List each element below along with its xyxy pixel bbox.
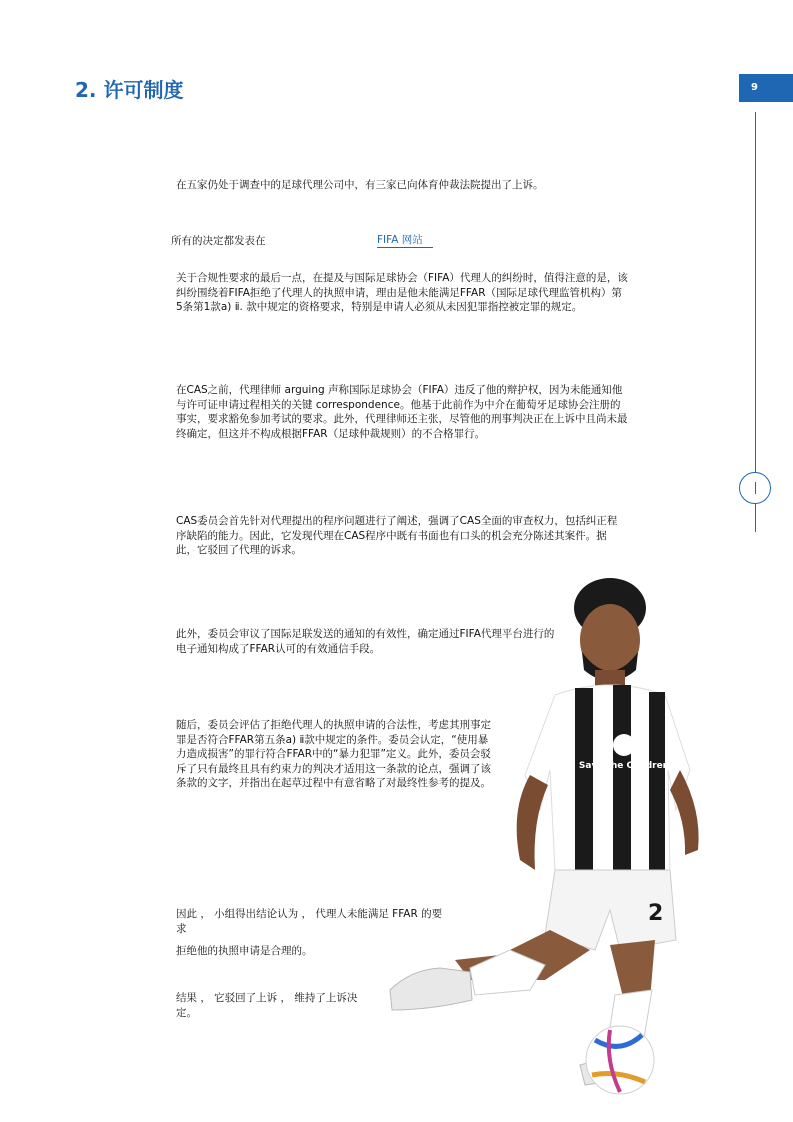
paragraph-justified: 拒绝他的执照申请是合理的。 [176, 945, 313, 957]
paragraph-published-prefix: 所有的决定都发表在 [171, 235, 266, 247]
paragraph-notification: 此外，委员会审议了国际足联发送的通知的有效性，确定通过FIFA代理平台进行的电子通知构成了FFAR认可的有效通信手段。 [176, 628, 555, 655]
paragraph-result: 结果 ， 它驳回了上诉 ， 维持了上诉决定。 [176, 992, 358, 1019]
page-title: 2. 许可制度 [75, 78, 184, 102]
sponsor-text: Save the Children [578, 761, 670, 771]
paragraph-compliance: 关于合规性要求的最后一点，在提及与国际足球协会（FIFA）代理人的纠纷时，值得注意的是，该纠纷围绕着FIFA拒绝了代理人的执照申请，理由是他未能满足FFAR（国际足球代理监管机构）第5条第1款a) ⅱ. 款中规定的资格要求，特别是申请人必须从未因犯罪指控被定罪的规定。 [176, 272, 628, 313]
paragraph-appeals: 在五家仍处于调查中的足球代理公司中，有三家已向体育仲裁法院提出了上诉。 [176, 179, 544, 191]
paragraph-cas-arguments: 在CAS之前，代理律师 arguing 声称国际足球协会（FIFA）违反了他的辩护权，因为未能通知他与许可证申请过程相关的关键 correspondence。他基于此前作为中介在葡萄牙足球协会注册的事实，要求豁免参加考试的要求。此外，代理律师还主张，尽管他的刑事判决正在上诉中且尚未最终确定，但这并不构成根据FFAR（足球仲裁规则）的不合格罪行。 [176, 384, 628, 440]
side-rail-marker-icon [739, 472, 771, 504]
paragraph-procedural: CAS委员会首先针对代理提出的程序问题进行了阐述，强调了CAS全面的审查权力，包括纠正程序缺陷的能力。因此，它发现代理在CAS程序中既有书面也有口头的机会充分陈述其案件。据此，它驳回了代理的诉求。 [176, 515, 618, 556]
shirt-number: 2 [648, 901, 664, 926]
paragraph-conclusion: 因此 ， 小组得出结论认为 ， 代理人未能满足 FFAR 的要求 [176, 908, 443, 935]
fifa-website-link[interactable]: FIFA 网站 [377, 234, 433, 248]
football-player-photo [380, 570, 720, 1100]
paragraph-licence-refusal: 随后，委员会评估了拒绝代理人的执照申请的合法性，考虑其刑事定罪是否符合FFAR第五条a) ⅱ款中规定的条件。委员会认定，“使用暴力造成损害”的罪行符合FFAR中的“暴力犯罪”定义。此外，委员会驳斥了只有最终且具有约束力的判决才适用这一条款的论点，强调了该条款的文字，并指出在起草过程中有意省略了对最终性参考的提及。 [176, 719, 491, 789]
side-rail-line [755, 112, 756, 532]
page-number-badge: 9 [739, 74, 793, 102]
